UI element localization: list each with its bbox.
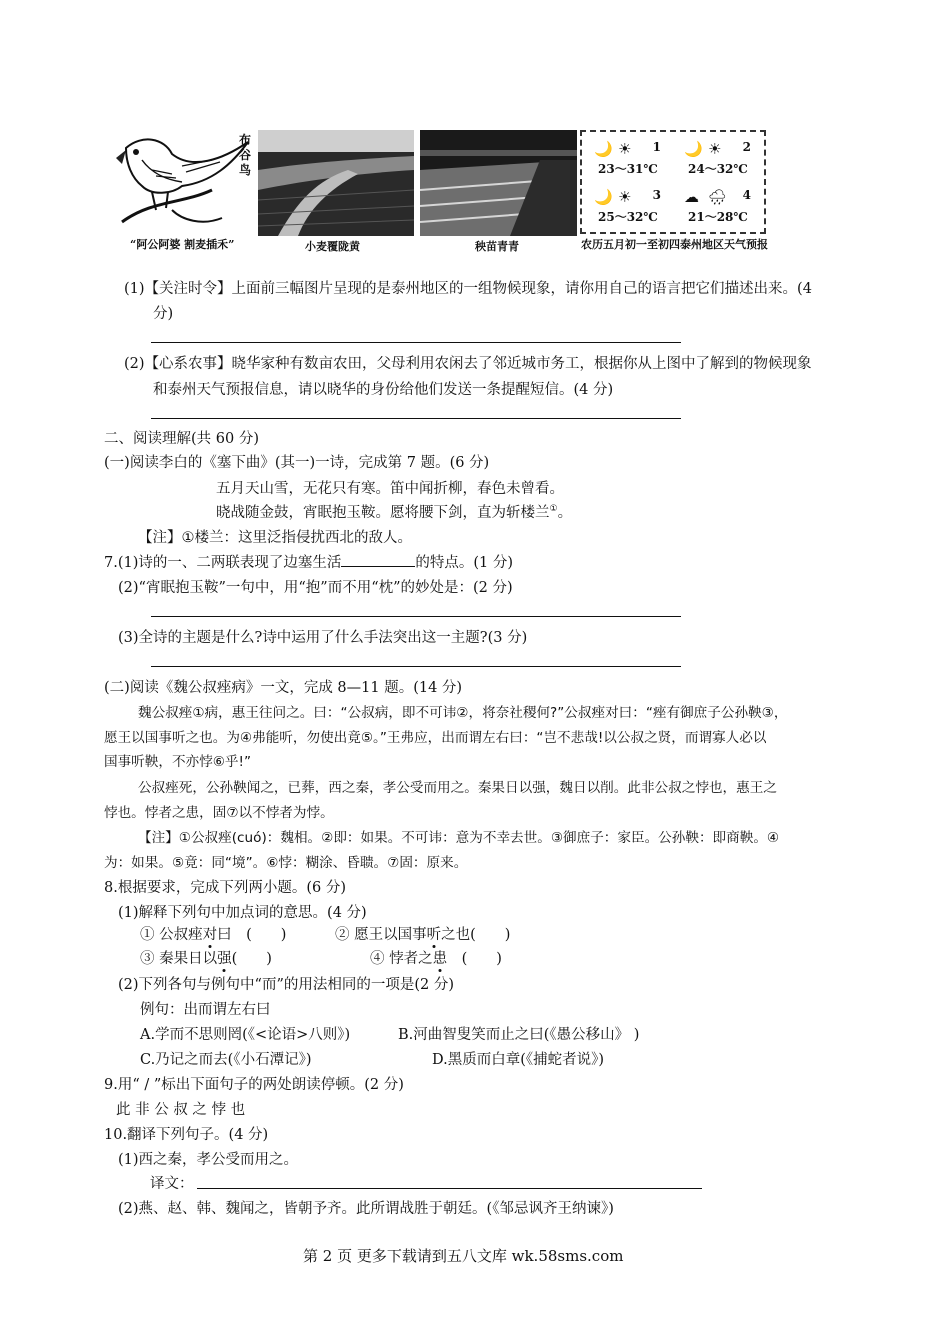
moon-icon: 🌙	[594, 140, 613, 158]
bird-side-label: 布谷鸟	[239, 133, 252, 177]
question-7-1: 7.(1)诗的一、二两联表现了边塞生活 的特点。(1 分)	[104, 551, 513, 572]
part-1-intro: (一)阅读李白的《塞下曲》(其一)一诗，完成第 7 题。(6 分)	[104, 455, 490, 471]
question-10: 10.翻译下列句子。(4 分)	[104, 1127, 269, 1143]
passage-p2-line1: 公叔痤死，公孙鞅闻之，已葬，西之秦，孝公受而用之。秦果日以强，魏日以削。此非公叔之悖也，惠王之	[138, 780, 777, 796]
cuckoo-bird-image	[112, 130, 252, 238]
rain-cloud-icon: 🌧	[708, 188, 728, 206]
moon-icon: 🌙	[594, 188, 613, 206]
q9-sentence[interactable]: 此 非 公 叔 之 悖 也	[116, 1102, 246, 1118]
caption-bird: “阿公阿婆 割麦插禾”	[130, 238, 235, 251]
q8-example: 例句：出而谓左右曰	[140, 1002, 271, 1018]
passage-note-line2: 为：如果。⑤竟：同“境”。⑥悖：糊涂、昏聩。⑦固：原来。	[104, 855, 468, 871]
caption-wheat: 小麦覆陇黄	[305, 240, 360, 253]
passage-p1-line3: 国事听鞅，不亦悖⑥乎!”	[104, 754, 252, 770]
q10-1-translation-label: 译文：	[150, 1176, 194, 1192]
question-2-line2: 和泰州天气预报信息，请以晓华的身份给他们发送一条提醒短信。(4 分)	[153, 382, 614, 398]
passage-p2-line2: 悖也。悖者之患，固⑦以不悖者为悖。	[104, 805, 334, 821]
caption-weather: 农历五月初一至初四泰州地区天气预报	[581, 238, 768, 251]
sun-icon: ☀	[708, 140, 722, 158]
q8-item-1: ① 公叔痤对曰 ( )	[140, 927, 287, 943]
page-footer: 第 2 页 更多下载请到五八文库 wk.58sms.com	[303, 1247, 624, 1265]
question-9: 9.用“ / ”标出下面句子的两处朗读停顿。(2 分)	[104, 1077, 404, 1093]
question-7-2: (2)“宵眠抱玉鞍”一句中，用“抱”而不用“枕”的妙处是：(2 分)	[118, 580, 513, 596]
passage-p1-line2: 愿王以国事听之也。为④弗能听，勿使出竟⑤。”王弗应，出而谓左右曰：“岂不悲哉!以公叔之贤，而谓寡人必以	[104, 730, 767, 746]
forecast-day-1: 🌙 ☀ 1 23～31℃	[594, 140, 661, 176]
poem-line-1: 五月天山雪，无花只有寒。笛中闻折柳，春色未曾看。	[216, 481, 564, 497]
forecast-day-3: 🌙 ☀ 3 25～32℃	[594, 188, 661, 224]
question-8-1: (1)解释下列句中加点词的意思。(4 分)	[118, 905, 367, 921]
q8-item-4: ④ 悖者之患 ( )	[370, 951, 502, 967]
passage-p1-line1: 魏公叔痤①病，惠王往问之。曰：“公叔病，即不可讳②，将奈社稷何?”公叔痤对曰：“痤有御庶子公孙鞅③，	[138, 705, 788, 721]
answer-line-q7-3[interactable]	[151, 666, 681, 667]
forecast-day-2: 🌙 ☀ 2 24～32℃	[684, 140, 751, 176]
cloud-icon: ☁	[684, 188, 699, 206]
question-10-2: (2)燕、赵、韩、魏闻之，皆朝予齐。此所谓战胜于朝廷。(《邹忌讽齐王纳谏》)	[118, 1201, 614, 1217]
poem-note: 【注】①楼兰：这里泛指侵扰西北的敌人。	[138, 530, 412, 546]
q8-option-b[interactable]: B.河曲智叟笑而止之曰(《愚公移山》 )	[398, 1027, 640, 1043]
sun-icon: ☀	[618, 140, 632, 158]
q8-item-2: ② 愿王以国事听之也( )	[335, 927, 511, 943]
caption-rice: 秧苗青青	[475, 240, 519, 253]
moon-icon: 🌙	[684, 140, 703, 158]
answer-line-q2[interactable]	[151, 418, 681, 419]
q8-option-d[interactable]: D.黑质而白章(《捕蛇者说》)	[432, 1052, 605, 1068]
wheat-field-photo	[258, 130, 414, 236]
question-8-title: 8.根据要求，完成下列两小题。(6 分)	[104, 880, 346, 896]
question-1-line2: 分)	[153, 306, 174, 322]
question-7-3: (3)全诗的主题是什么?诗中运用了什么手法突出这一主题?(3 分)	[118, 630, 528, 646]
part-2-intro: (二)阅读《魏公叔痤病》一文，完成 8—11 题。(14 分)	[104, 680, 463, 696]
rice-seedlings-illustration	[420, 130, 577, 236]
question-1-line1: (1)【关注时令】上面前三幅图片呈现的是泰州地区的一组物候现象，请你用自己的语言把它们描述出来。(4	[124, 281, 812, 297]
blank-q7-1[interactable]	[341, 552, 415, 567]
question-10-1: (1)西之秦，孝公受而用之。	[118, 1152, 299, 1168]
wheat-field-illustration	[258, 130, 414, 236]
footnote-marker: ①	[549, 504, 558, 515]
poem-line-2: 晓战随金鼓，宵眠抱玉鞍。愿将腰下剑，直为斩楼兰①。	[216, 504, 573, 521]
section-2-title: 二、阅读理解(共 60 分)	[104, 431, 259, 447]
question-8-2: (2)下列各句与例句中“而”的用法相同的一项是(2 分)	[118, 977, 455, 993]
answer-line-q10-1[interactable]	[197, 1188, 702, 1189]
q8-option-a[interactable]: A.学而不思则罔(《<论语>八则》)	[140, 1027, 351, 1043]
q8-option-c[interactable]: C.乃记之而去(《小石潭记》)	[140, 1052, 312, 1068]
weather-forecast-panel	[580, 130, 766, 234]
answer-line-q7-2[interactable]	[151, 616, 681, 617]
answer-line-q1[interactable]	[151, 342, 681, 343]
question-2-line1: (2)【心系农事】晓华家种有数亩农田，父母利用农闲去了邻近城市务工，根据你从上图中了解到的物候现象	[124, 356, 812, 372]
q8-item-3: ③ 秦果日以强( )	[140, 951, 272, 967]
sun-icon: ☀	[618, 188, 632, 206]
passage-note-line1: 【注】①公叔痤(cuó)：魏相。②即：如果。不可讳：意为不幸去世。③御庶子：家臣。公孙鞅：即商鞅。④	[138, 830, 780, 846]
rice-seedlings-photo	[420, 130, 577, 236]
forecast-day-4: ☁ 🌧 4 21～28℃	[684, 188, 751, 224]
